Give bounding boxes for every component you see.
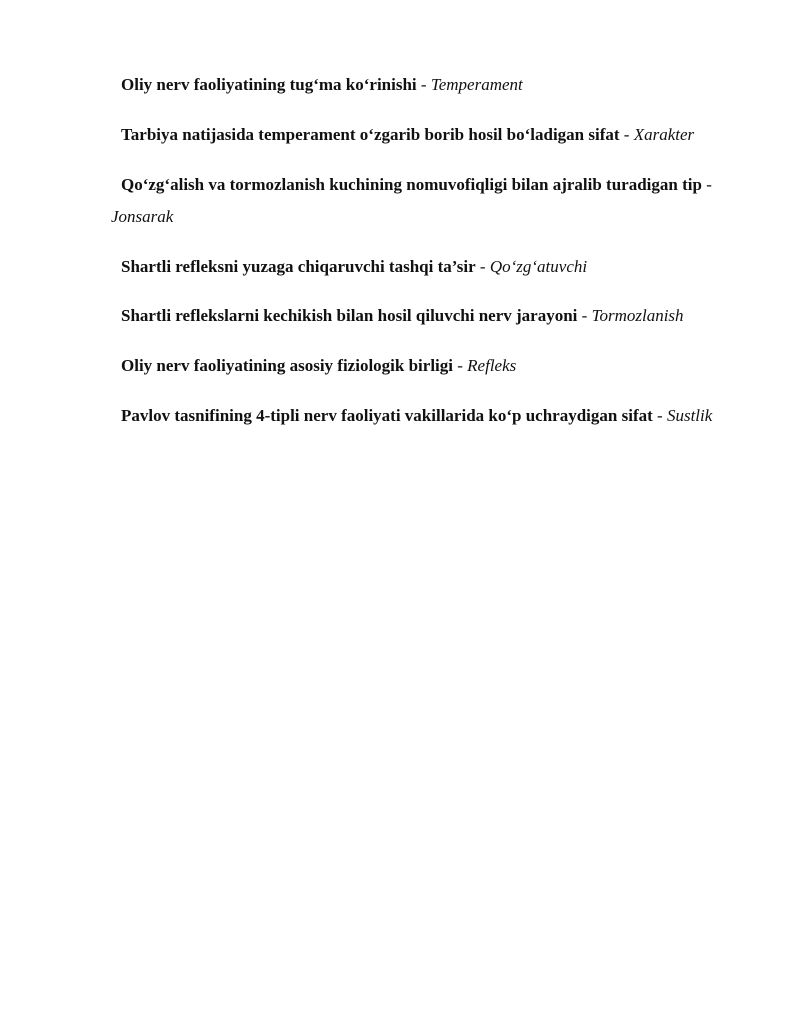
question-text: Tarbiya natijasida temperament o‘zgarib borib hosil bo‘ladigan sifat [121,125,620,144]
answer-text: Tormozlanish [591,306,684,325]
question-text: Shartli refleksni yuzaga chiqaruvchi tashqi ta’sir [121,257,476,276]
separator: - [619,125,634,144]
question-text: Shartli reflekslarni kechikish bilan hosil qiluvchi nerv jarayoni [121,306,578,325]
question-text: Oliy nerv faoliyatining tug‘ma ko‘rinishi [121,75,417,94]
question-text: Qo‘zg‘alish va tormozlanish kuchining nomuvofiqligi bilan ajralib turadigan tip [121,175,702,194]
qa-item [111,169,741,233]
qa-item [111,400,741,432]
answer-text: Refleks [467,356,517,375]
separator: - [453,356,468,375]
qa-item [111,300,741,332]
qa-item [111,69,741,101]
question-text: Oliy nerv faoliyatining asosiy fiziologik birligi [121,356,453,375]
separator: - [652,406,667,425]
question-text: Pavlov tasnifining 4-tipli nerv faoliyati vakillarida ko‘p uchraydigan sifat [121,406,653,425]
answer-text: Qo‘zg‘atuvchi [489,257,588,276]
separator: - [416,75,431,94]
answer-text: Xarakter [633,125,695,144]
separator: - [475,257,490,276]
qa-item [111,251,741,283]
separator: - [701,175,712,194]
answer-text: Jonsarak [111,207,174,226]
answer-text: Temperament [430,75,523,94]
answer-text: Sustlik [666,406,713,425]
separator: - [577,306,592,325]
qa-item [111,119,741,151]
qa-item [111,350,741,382]
